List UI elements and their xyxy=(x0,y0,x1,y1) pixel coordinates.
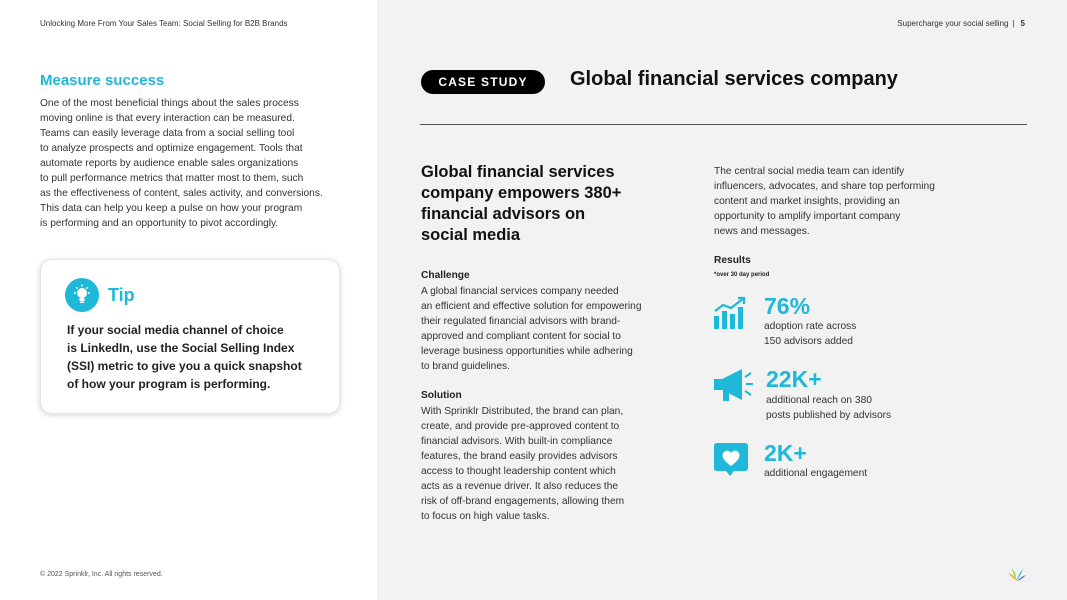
tip-body: If your social media channel of choice is LinkedIn, use the Social Selling Index (SSI) metric to give you a quick snapshot of how your program is performing. xyxy=(67,323,302,391)
right-panel xyxy=(377,0,1067,600)
copyright: © 2022 Sprinklr, Inc. All rights reserved. xyxy=(40,571,163,578)
measure-success-heading: Measure success xyxy=(40,72,165,89)
measure-success-body: One of the most beneficial things about the sales process moving online is that every interaction can be measured. Teams can easily leverage data from a social selling tool to analyze prospects and optimize engagement. Tools that automate reports by audience enable sales organizations to pull performance metrics that matter most to them, such as the effectiveness of content, sales activity, and conversions. This data can help you keep a pulse on how your program is performing and an opportunity to pivot accordingly. xyxy=(40,98,323,229)
story-title: Global financial services company empowers 380+ financial advisors on social media xyxy=(421,163,622,244)
stat-value-engagement: 2K+ xyxy=(764,440,807,466)
left-panel xyxy=(0,0,377,600)
case-study-heading: Global financial services company xyxy=(570,68,898,90)
lightbulb-icon xyxy=(65,278,99,312)
challenge-label: Challenge xyxy=(421,270,470,281)
case-study-badge: CASE STUDY xyxy=(421,70,545,94)
stat-desc-engagement: additional engagement xyxy=(764,468,868,479)
challenge-body: A global financial services company needed an efficient and effective solution for empowering their regulated financial advisors with brand- approved and compliant content for social to leverage business opportunities while adhering to brand guidelines. xyxy=(421,286,642,372)
stat-desc-reach: additional reach on 380 posts published by advisors xyxy=(766,395,892,421)
header-separator: | xyxy=(1012,19,1015,28)
central-team-body: The central social media team can identify influencers, advocates, and share top performing content and market insights, providing an opportunity to amplify important company news and messages. xyxy=(714,166,935,237)
results-label: Results xyxy=(714,255,751,266)
divider xyxy=(420,124,1027,125)
solution-label: Solution xyxy=(421,390,462,401)
stat-value-adoption: 76% xyxy=(764,293,811,319)
tip-title: Tip xyxy=(108,285,135,305)
page-number: 5 xyxy=(1020,19,1025,28)
stat-desc-adoption: adoption rate across 150 advisors added xyxy=(764,321,857,347)
section-title: Supercharge your social selling xyxy=(897,19,1009,28)
document-title: Unlocking More From Your Sales Team: Social Selling for B2B Brands xyxy=(40,19,288,28)
stat-value-reach: 22K+ xyxy=(766,366,822,392)
results-note: *over 30 day period xyxy=(714,272,770,278)
page-header xyxy=(897,19,1025,28)
heart-chat-icon xyxy=(713,442,749,483)
megaphone-icon xyxy=(713,367,755,408)
sprinklr-logo xyxy=(1007,566,1027,587)
solution-body: With Sprinklr Distributed, the brand can plan, create, and provide pre-approved content to financial advisors. With built-in compliance features, the brand easily provides advisors access to thought leadership content which acts as a revenue driver. It also reduces the risk of off-brand engagements, allowing them to focus on high value tasks. xyxy=(421,406,625,522)
bar-chart-icon xyxy=(713,296,749,335)
tip-card xyxy=(40,259,340,414)
